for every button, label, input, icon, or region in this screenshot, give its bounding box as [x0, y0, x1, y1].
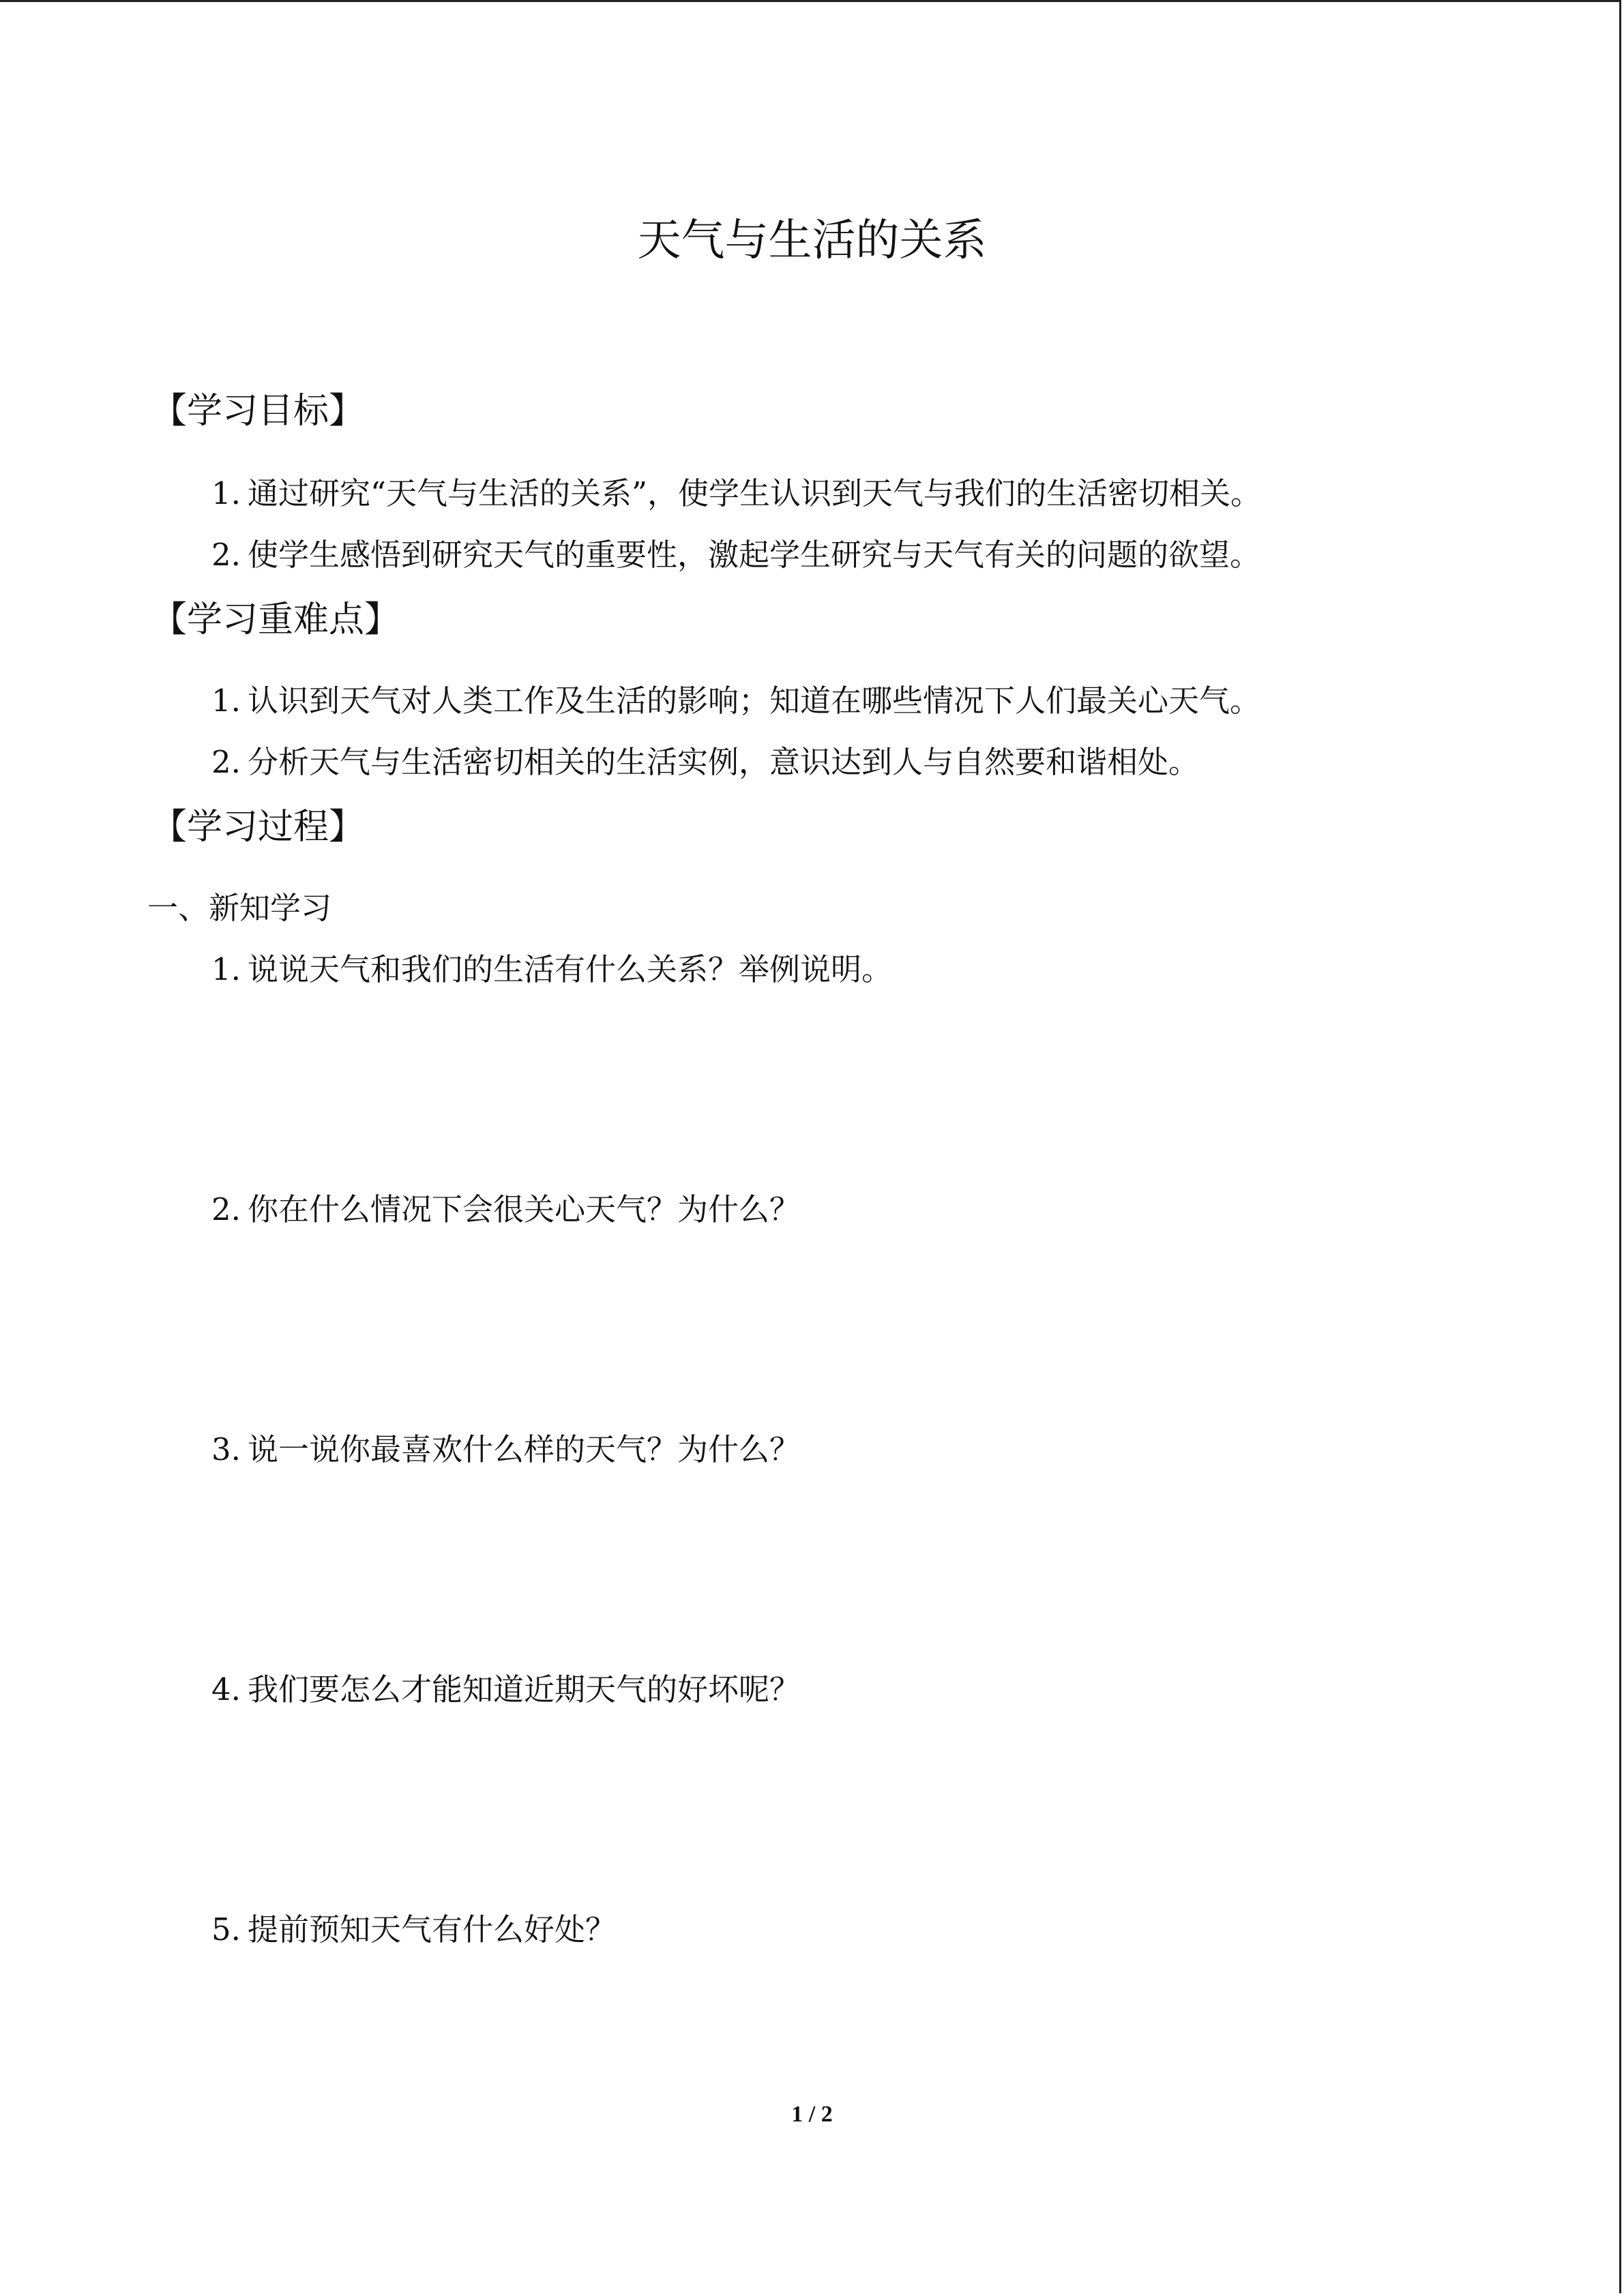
item-number: 2.: [211, 744, 241, 780]
item-number: 3.: [211, 1431, 241, 1467]
item-text: 使学生感悟到研究天气的重要性，激起学生研究与天气有关的问题的欲望。: [247, 537, 1260, 573]
item-text: 通过研究“天气与生活的关系”，使学生认识到天气与我们的生活密切相关。: [247, 475, 1261, 511]
section-heading-objectives: 【学习目标】: [151, 391, 365, 432]
item-text: 说一说你最喜欢什么样的天气？为什么？: [247, 1431, 800, 1467]
key-point-item-2: [211, 742, 1199, 783]
objective-item-1: [211, 473, 1261, 514]
item-number: 1.: [211, 683, 241, 719]
item-text: 认识到天气对人类工作及生活的影响；知道在哪些情况下人们最关心天气。: [247, 683, 1260, 719]
question-item-4: [211, 1669, 800, 1710]
objective-item-2: [211, 535, 1260, 576]
document-title: 天气与生活的关系: [637, 215, 987, 266]
item-text: 分析天气与生活密切相关的生活实例，意识达到人与自然要和谐相处。: [247, 744, 1199, 780]
item-text: 提前预知天气有什么好处？: [247, 1911, 616, 1948]
item-text: 我们要怎么才能知道近期天气的好坏呢？: [247, 1671, 800, 1708]
key-point-item-1: [211, 681, 1260, 721]
subheading-new-knowledge: 一、新知学习: [147, 890, 332, 926]
item-number: 1.: [211, 951, 241, 987]
item-number: 4.: [211, 1671, 241, 1708]
question-item-3: [211, 1429, 800, 1470]
item-number: 1.: [211, 475, 241, 511]
section-heading-key-points: 【学习重难点】: [151, 599, 400, 640]
section-heading-process: 【学习过程】: [151, 807, 365, 848]
item-text: 你在什么情况下会很关心天气？为什么？: [247, 1191, 800, 1227]
question-item-5: [211, 1909, 616, 1950]
item-number: 2.: [211, 537, 241, 573]
item-number: 5.: [211, 1911, 241, 1948]
item-text: 说说天气和我们的生活有什么关系？举例说明。: [247, 951, 892, 987]
question-item-1: [211, 949, 892, 990]
item-number: 2.: [211, 1191, 241, 1227]
question-item-2: [211, 1189, 800, 1230]
page-number: 1 / 2: [791, 2102, 833, 2127]
